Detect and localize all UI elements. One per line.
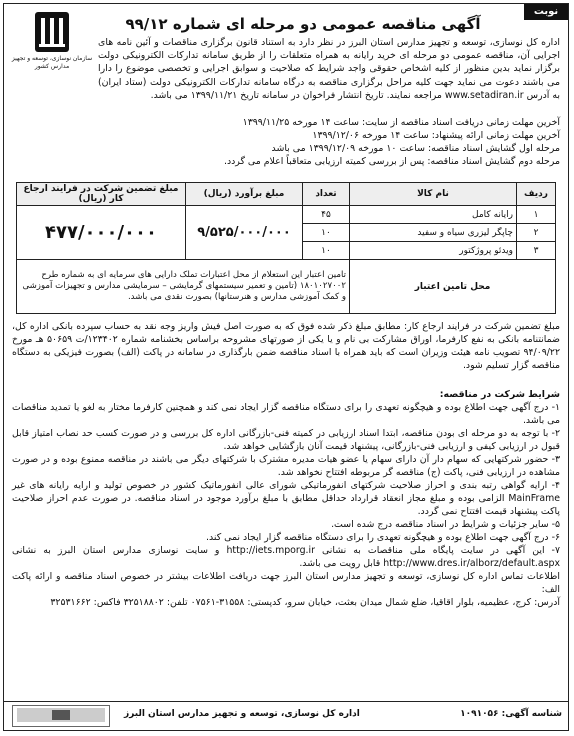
row-number: ۳ [517, 242, 556, 260]
item-qty: ۴۵ [303, 206, 350, 224]
item-name: چاپگر لیزری سیاه و سفید [350, 224, 517, 242]
funding-row [17, 260, 556, 314]
organization-logo [10, 10, 94, 76]
condition-item: ۲- با توجه به دو مرحله ای بودن مناقصه، ابتدا اسناد ارزیابی در کمیته فنی-بازرگانی اداره کل بررسی و در صورت کسب حد نصاب امتیاز قابل قبول در ارزیابی کیفی و ارزیابی فنی-بازرگانی، پیشنهاد قیمت آنان بازگشایی خواهد شد. [12, 428, 560, 452]
item-name: رایانه کامل [350, 206, 517, 224]
table-row [17, 206, 556, 224]
conditions-title: شرایط شرکت در مناقصه: [439, 389, 560, 400]
item-name: ویدئو پروژکتور [350, 242, 517, 260]
estimate-amount: ۹/۵۲۵/۰۰۰/۰۰۰ [186, 206, 303, 260]
col-header: مبلغ تضمین شرکت در فرایند ارجاع کار (ریال) [17, 183, 186, 206]
item-qty: ۱۰ [303, 242, 350, 260]
col-header: ردیف [517, 183, 556, 206]
row-number: ۲ [517, 224, 556, 242]
notice-id: شناسه آگهی: ۱۰۹۱۰۵۶ [460, 709, 562, 719]
date-line: آخرین مهلت زمانی ارائه پیشنهاد: ساعت ۱۴ مورخه ۱۳۹۹/۱۲/۰۶ [312, 130, 560, 141]
condition-item: ۵- سایر جزئیات و شرایط در اسناد مناقصه درج شده است. [331, 519, 560, 530]
col-header: نام کالا [350, 183, 517, 206]
notice-round-badge: نوبت اول [524, 4, 568, 20]
dates-section [12, 116, 560, 168]
contact-note: اطلاعات تماس اداره کل نوسازی، توسعه و تجهیز مدارس استان البرز جهت دریافت اطلاعات بیشتر در خصوص اسناد مناقصه و ارائه پاکت الف: [12, 571, 560, 595]
condition-item: ۳- حضور شرکتهایی که سهام دار آن دارای سهام یا عضو هیات مدیره مشترک با شرکتهای دیگر می باشند در مناقصه ممنوع بوده و در صورت مشاهده در ارزیابی فنی، پاکت (ج) مناقصه گر مربوطه افتتاح نخواهد شد. [12, 454, 560, 478]
conditions-section [12, 388, 560, 609]
emblem-icon [12, 705, 110, 727]
intro-paragraph: اداره کل نوسازی، توسعه و تجهیز مدارس استان البرز در نظر دارد به استناد قانون برگزاری مناقصات و آئین نامه های اجرایی آن، مناقصه عمومی دو مرحله ای خرید رایانه به همراه متعلقات را از طریق سامانه تدارکات الکترونیکی دولت برگزار نماید بدین منظور از کلیه اشخاص حقوقی واجد شرایط که صلاحیت و سوابق اجرایی و تخصصی موضوع را دارا می باشند دعوت می نماید جهت کلیه مراحل برگزاری مناقصه به درگاه سامانه تدارکات الکترونیکی دولت (ستاد ایران) به آدرس www.setadiran.ir مراجعه نمایند. تاریخ انتشار فراخوان در سامانه تاریخ ۱۳۹۹/۱۱/۲۱ می باشد. [98, 37, 560, 101]
emblem-icon [32, 10, 72, 54]
col-header: تعداد [303, 183, 350, 206]
col-header: مبلغ برآورد (ریال) [186, 183, 303, 206]
guarantee-note: مبلغ تضمین شرکت در فرایند ارجاع کار: مطابق مبلغ ذکر شده فوق که به صورت اصل فیش واریز وجه نقد به حساب سپرده بانکی اداره کل، ضمانتنامه بانکی به نفع کارفرما، اوراق مشارکت بی نام و یا یکی از صورتهای مشروحه براساس بخشنامه شماره ۱۲۳۴۰۲/ت ۵۰۶۵۹ هـ مورخ ۹۴/۰۹/۲۲ تصویب نامه هیئت وزیران است که باید همراه با اسناد مناقصه ضمن بارگذاری در سامانه در پاکت (الف) بصورت فیزیکی به دستگاه مناقصه گزار تسلیم شود. [12, 321, 561, 371]
address: آدرس: کرج، عظیمیه، بلوار اقاقیا، ضلع شمال میدان بعثت، خیابان سرو، کدپستی: ۳۱۵۵۸-۰۷۵۶۱ تلفن: ۳۲۵۱۸۸۰۲ فاکس: ۳۲۵۳۱۶۶۲ [50, 597, 560, 608]
date-line: مرحله دوم گشایش اسناد مناقصه: پس از بررسی کمیته ارزیابی متعاقباً اعلام می گردد. [223, 156, 560, 167]
row-number: ۱ [517, 206, 556, 224]
items-table [16, 182, 556, 314]
logo-caption: سازمان نوسازی، توسعه و تجهیز مدارس کشور [11, 55, 93, 70]
footer-organization: اداره کل نوسازی، توسعه و تجهیز مدارس استان البرز [124, 709, 360, 719]
funding-label: محل تامین اعتبار [350, 260, 556, 314]
condition-item: ۷- این آگهی در سایت پایگاه ملی مناقصات به نشانی http://iets.mporg.ir و سایت نوسازی مدارس استان البرز به نشانی http://www.dres.ir/alborz/default.aspx قابل رویت می باشد. [12, 545, 560, 569]
funding-text: تامین اعتبار این استعلام از محل اعتبارات تملک دارایی های سرمایه ای به شماره طرح ۱۸۰۱۰۲۷۰۰۲ (تامین و تعمیر سیستمهای گرمایشی – سرمایشی مدارس و تجهیزات آموزشی و کمک آموزشی مدارس و هنرستانها) بصورت نقدی می باشد. [17, 260, 350, 314]
footer [4, 701, 568, 730]
date-line: آخرین مهلت زمانی دریافت اسناد مناقصه از سایت: ساعت ۱۴ مورخه ۱۳۹۹/۱۱/۲۵ [242, 117, 560, 128]
tender-notice [3, 3, 569, 731]
condition-item: ۶- درج آگهی جهت اطلاع بوده و هیچگونه تعهدی را برای دستگاه مناقصه گزار ایجاد نمی کند. [205, 532, 560, 543]
guarantee-amount: ۴۷۷/۰۰۰/۰۰۰ [17, 206, 186, 260]
table-header-row [17, 183, 556, 206]
date-line: مرحله اول گشایش اسناد مناقصه: ساعت ۱۰ مورخه ۱۳۹۹/۱۲/۰۹ می باشد [271, 143, 560, 154]
item-qty: ۱۰ [303, 224, 350, 242]
notice-title: آگهی مناقصه عمومی دو مرحله ای شماره ۹۹/۱۲ [125, 15, 481, 33]
condition-item: ۴- ارایه گواهی رتبه بندی و احراز صلاحیت شرکتهای انفورماتیکی شورای عالی انفورماتیک کشور در خصوص تولید و ارایه رایانه های غیر MainFrame الزامی بوده و مبلغ مجاز انعقاد قرارداد حداقل مطابق با مبلغ برآورد موجود در اسناد مناقصه. در صورت عدم احراز صلاحیت پاکت پیشنهاد قیمت افتتاح نمی گردد. [12, 480, 560, 517]
condition-item: ۱- درج آگهی جهت اطلاع بوده و هیچگونه تعهدی را برای دستگاه مناقصه گزار ایجاد نمی کند و همچنین کارفرما مختار به لغو یا تمدید مناقصات می باشد. [12, 402, 560, 426]
